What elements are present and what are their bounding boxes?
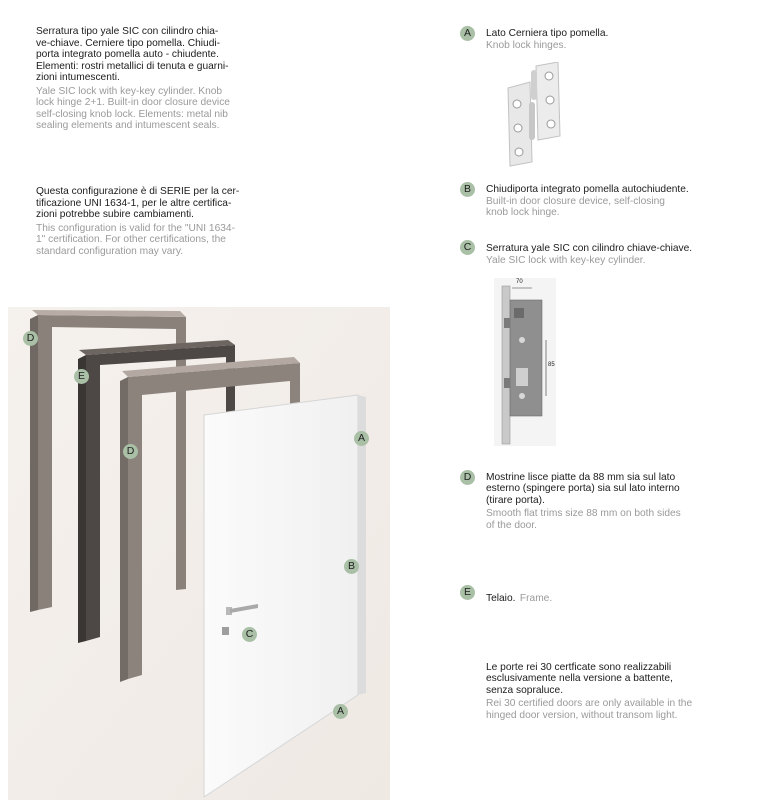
lock-dim-height: 85 <box>548 362 555 368</box>
text-line: self-closing knob lock. Elements: metal nib <box>36 108 228 120</box>
text-line: zioni potrebbe subire cambiamenti. <box>36 209 194 221</box>
note-italian <box>486 662 714 696</box>
label-d-front-trim: D <box>123 444 138 459</box>
text-line: lock hinge 2+1. Built-in door closure device <box>36 97 230 109</box>
item-e-subtitle: Frame. <box>519 593 553 604</box>
left-description-lock <box>36 26 258 132</box>
label-a-hinge-top: A <box>354 431 369 446</box>
italian-text <box>36 186 258 221</box>
text-line: Le porte rei 30 certficate sono realizzabili <box>486 662 672 673</box>
text-line: sealing elements and intumescent seals. <box>36 120 220 132</box>
item-a-title: Lato Cerniera tipo pomella. <box>486 28 609 39</box>
mortise-lock-drawing <box>494 278 556 446</box>
text-line: standard configuration may vary. <box>36 245 184 257</box>
text-line: This configuration is valid for the "UNI 1634- <box>36 222 235 234</box>
badge-a: A <box>460 26 475 41</box>
label-b-closer: B <box>344 559 359 574</box>
item-e-title: Telaio. <box>486 593 516 604</box>
text-line: (tirare porta). <box>486 494 545 506</box>
label-d-back-trim: D <box>23 331 38 346</box>
text-line: Yale SIC lock with key-key cylinder. Knob <box>36 85 223 97</box>
english-text <box>36 223 258 257</box>
door-illustration <box>8 307 390 800</box>
left-description-certification <box>36 186 258 257</box>
text-line: porta integrato pomella auto - chiudente. <box>36 49 219 61</box>
badge-e: E <box>460 585 475 600</box>
text-line: of the door. <box>486 519 537 531</box>
text-line: ve-chiave. Cerniere tipo pomella. Chiudi- <box>36 37 221 49</box>
text-line: hinged door version, without transom light. <box>486 709 678 721</box>
item-c-title: Serratura yale SIC con cilindro chiave-chiave. <box>486 243 693 254</box>
item-c-subtitle: Yale SIC lock with key-key cylinder. <box>486 255 646 266</box>
text-line: Serratura tipo yale SIC con cilindro chia- <box>36 26 219 37</box>
item-a <box>486 28 716 51</box>
label-c-lock: C <box>242 627 257 642</box>
rei30-note <box>486 662 714 721</box>
item-e <box>486 588 686 606</box>
item-c <box>486 243 718 266</box>
item-d-subtitle <box>486 508 708 531</box>
text-line: Smooth flat trims size 88 mm on both sides <box>486 508 681 520</box>
text-line: knob lock hinge. <box>486 207 560 219</box>
text-line: Rei 30 certified doors are only available in the <box>486 698 693 710</box>
item-d-title <box>486 472 708 506</box>
hinge-image <box>500 62 572 168</box>
item-a-subtitle: Knob lock hinges. <box>486 40 567 51</box>
text-line: Built-in door closure device, self-closing <box>486 196 665 207</box>
text-line: esterno (spingere porta) sia sul lato interno <box>486 483 680 495</box>
label-e-frame: E <box>74 369 89 384</box>
text-line: zioni intumescenti. <box>36 72 120 84</box>
text-line: tificazione UNI 1634-1, per le altre certifica- <box>36 197 232 209</box>
badge-d: D <box>460 470 475 485</box>
item-b-title: Chiudiporta integrato pomella autochiudente. <box>486 184 689 195</box>
italian-text <box>36 26 258 84</box>
item-b-subtitle <box>486 196 712 219</box>
text-line: Questa configurazione è di SERIE per la cer- <box>36 186 240 197</box>
item-b <box>486 184 712 219</box>
lock-cylinder <box>222 627 229 635</box>
text-line: senza sopraluce. <box>486 684 564 696</box>
text-line: esclusivamente nella versione a battente, <box>486 673 673 685</box>
text-line: Elementi: rostri metallici di tenuta e guarni- <box>36 60 229 72</box>
label-a-hinge-bottom: A <box>333 704 348 719</box>
text-line: Mostrine lisce piatte da 88 mm sia sul lato <box>486 472 676 483</box>
lock-dim-width: 70 <box>516 279 523 285</box>
item-d <box>486 472 708 531</box>
badge-b: B <box>460 182 475 197</box>
english-text <box>36 86 258 132</box>
door-exploded-view <box>8 307 390 800</box>
badge-c: C <box>460 240 475 255</box>
lock-image <box>494 278 556 446</box>
note-english <box>486 698 714 721</box>
text-line: 1" certification. For other certifications, the <box>36 234 226 246</box>
